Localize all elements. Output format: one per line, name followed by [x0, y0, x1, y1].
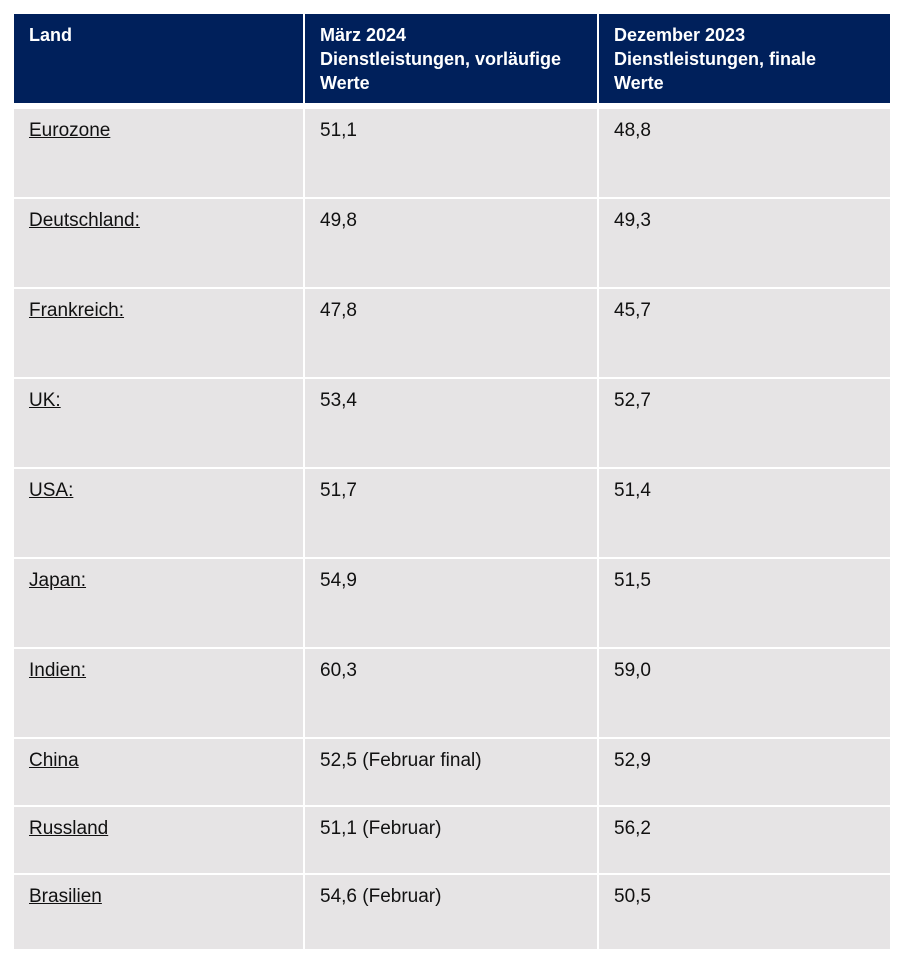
cell-land [14, 199, 303, 287]
pmi-services-table [14, 14, 886, 949]
cell-land [14, 807, 303, 873]
cell-maerz-2024: 60,3 [305, 649, 597, 737]
cell-dezember-2023: 56,2 [599, 807, 890, 873]
cell-maerz-2024: 52,5 (Februar final) [305, 739, 597, 805]
country-link[interactable]: China [29, 750, 79, 771]
cell-dezember-2023: 50,5 [599, 875, 890, 949]
cell-dezember-2023: 45,7 [599, 289, 890, 377]
country-link[interactable]: Eurozone [29, 120, 111, 141]
cell-maerz-2024: 53,4 [305, 379, 597, 467]
cell-land [14, 469, 303, 557]
cell-dezember-2023: 51,5 [599, 559, 890, 647]
header-maerz-2024-line3: Werte [320, 73, 370, 93]
cell-maerz-2024: 47,8 [305, 289, 597, 377]
header-maerz-2024 [305, 14, 597, 103]
header-land-label: Land [29, 25, 72, 45]
cell-dezember-2023: 52,9 [599, 739, 890, 805]
cell-land [14, 379, 303, 467]
cell-maerz-2024: 54,6 (Februar) [305, 875, 597, 949]
country-link[interactable]: Indien: [29, 660, 87, 681]
cell-land [14, 109, 303, 197]
header-maerz-2024-line2: Dienstleistungen, vorläufige [320, 49, 562, 69]
cell-dezember-2023: 51,4 [599, 469, 890, 557]
country-link[interactable]: Japan: [29, 570, 87, 591]
cell-dezember-2023: 59,0 [599, 649, 890, 737]
cell-maerz-2024: 51,1 (Februar) [305, 807, 597, 873]
cell-maerz-2024: 51,7 [305, 469, 597, 557]
cell-dezember-2023: 52,7 [599, 379, 890, 467]
country-link[interactable]: Deutschland: [29, 210, 140, 231]
header-dezember-2023 [599, 14, 890, 103]
cell-land [14, 559, 303, 647]
country-link[interactable]: Brasilien [29, 886, 102, 907]
cell-dezember-2023: 49,3 [599, 199, 890, 287]
country-link[interactable]: UK: [29, 390, 61, 411]
country-link[interactable]: Russland [29, 818, 109, 839]
cell-maerz-2024: 54,9 [305, 559, 597, 647]
country-link[interactable]: USA: [29, 480, 74, 501]
cell-land [14, 875, 303, 949]
header-land [14, 14, 303, 103]
cell-maerz-2024: 49,8 [305, 199, 597, 287]
header-maerz-2024-line1: März 2024 [320, 25, 407, 45]
cell-land [14, 649, 303, 737]
header-dezember-2023-line2: Dienstleistungen, finale [614, 49, 817, 69]
country-link[interactable]: Frankreich: [29, 300, 125, 321]
header-dezember-2023-line1: Dezember 2023 [614, 25, 746, 45]
cell-dezember-2023: 48,8 [599, 109, 890, 197]
cell-land [14, 739, 303, 805]
cell-maerz-2024: 51,1 [305, 109, 597, 197]
cell-land [14, 289, 303, 377]
header-dezember-2023-line3: Werte [614, 73, 664, 93]
